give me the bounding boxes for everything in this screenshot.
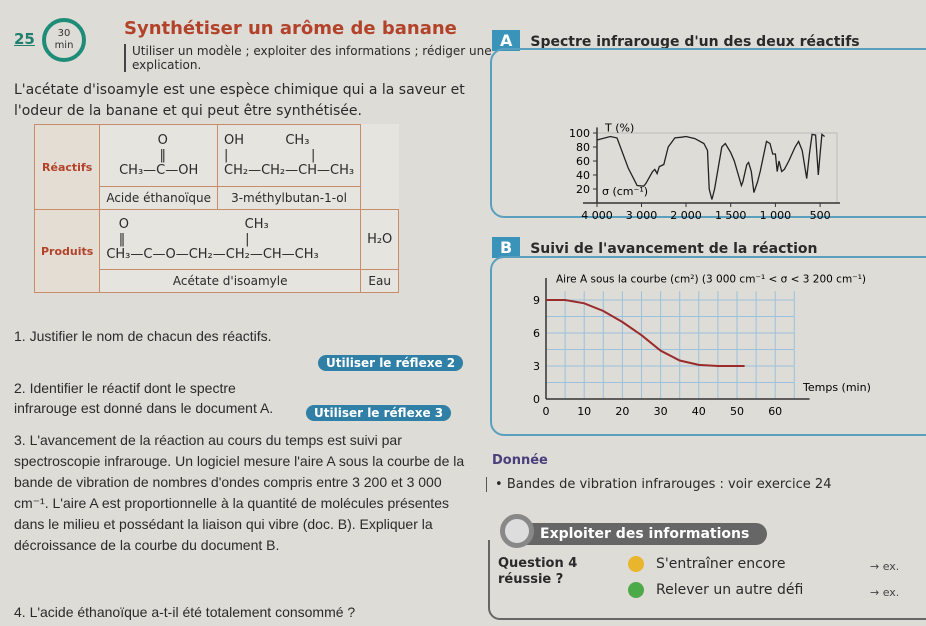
isoamyl-acetate-name: Acétate d'isoamyle [100, 270, 361, 293]
donnee-item: • Bandes de vibration infrarouges : voir exercice 24 [486, 477, 831, 492]
water-name: Eau [361, 270, 399, 293]
timer-badge [42, 18, 86, 62]
x-tick-label: 10 [577, 405, 592, 418]
option-challenge[interactable] [628, 582, 803, 598]
area-vs-time-chart [480, 230, 926, 430]
water-formula: H₂O [361, 210, 399, 270]
y-tick-label: 3 [533, 360, 540, 373]
x-axis-label: σ (cm⁻¹) [602, 185, 649, 198]
y-tick-label: 100 [569, 127, 590, 140]
reflex-2-button[interactable]: Utiliser le réflexe 2 [318, 355, 463, 371]
exercise-number: 25 [14, 30, 35, 48]
y-axis-label: T (%) [605, 121, 635, 135]
x-tick-label: 60 [768, 405, 783, 418]
neutral-face-icon [628, 556, 644, 572]
x-tick-label: 1 000 [759, 209, 792, 220]
x-axis-label: Temps (min) [803, 381, 871, 394]
y-axis-label: Aire A sous la courbe (cm²) (3 000 cm⁻¹ < σ < 3 200 cm⁻¹) [556, 273, 867, 286]
produits-label: Produits [35, 210, 100, 293]
exploit-title: Exploiter des informations [512, 523, 767, 545]
methylbutanol-name: 3-méthylbutan-1-ol [218, 187, 361, 210]
smile-face-icon [628, 582, 644, 598]
donnee-title: Donnée [492, 453, 548, 468]
x-tick-label: 1 500 [714, 209, 747, 220]
exploit-question: Question 4 réussie ? [498, 556, 578, 587]
doc-b-letter: B [492, 237, 520, 258]
reflex-3-button[interactable]: Utiliser le réflexe 3 [306, 405, 451, 421]
y-tick-label: 80 [576, 141, 590, 154]
y-tick-label: 6 [533, 327, 540, 340]
question-2: 2. Identifier le réactif dont le spectre infrarouge est donné dans le document A. [14, 380, 274, 416]
x-tick-label: 500 [809, 209, 831, 220]
methylbutanol-formula: OH CH₃ | | CH₂—CH₂—CH—CH₃ [218, 125, 361, 187]
question-4: 4. L'acide éthanoïque a-t-il été totalement consommé ? [14, 604, 356, 620]
reaction-table [34, 124, 399, 293]
x-tick-label: 20 [615, 405, 630, 418]
time-unit: min [54, 40, 74, 51]
donnee-text: Bandes de vibration infrarouges : voir exercice 24 [506, 477, 832, 492]
question-3: 3. L'avancement de la réaction au cours du temps est suivi par spectroscopie infrarouge. Un logiciel mesure l'aire A sous la courbe de la bande de vibration de nombres d'ondes compris entre 3 200 et 3 000 cm⁻¹. L'aire A est proportionnelle à la quantité de molécules présentes dans le milieu et possédant la liaison qui vibre (doc. B). Expliquer la décroissance de la courbe du document B. [14, 432, 465, 553]
x-tick-label: 50 [730, 405, 744, 418]
isoamyl-acetate-formula: O CH₃ ‖ | CH₃—C—O—CH₂—CH₂—CH—CH₃ [100, 210, 361, 270]
doc-a-letter: A [492, 30, 520, 51]
option-challenge-label: Relever un autre défi [656, 582, 804, 598]
doc-b-title: Suivi de l'avancement de la réaction [530, 241, 818, 257]
y-tick-label: 0 [533, 393, 540, 406]
x-tick-label: 2 000 [670, 209, 702, 220]
option-practice-label: S'entraîner encore [656, 556, 786, 572]
ir-spectrum-chart [480, 20, 926, 220]
y-tick-label: 40 [576, 169, 590, 182]
skills: Utiliser un modèle ; exploiter des informations ; rédiger une explication. [124, 44, 494, 72]
x-tick-label: 30 [653, 405, 668, 418]
exercise-title: Synthétiser un arôme de banane [124, 18, 457, 39]
y-tick-label: 60 [576, 155, 590, 168]
x-tick-label: 40 [691, 405, 706, 418]
magnifier-icon [500, 514, 534, 548]
time-value: 30 [57, 28, 71, 39]
doc-a-title: Spectre infrarouge d'un des deux réactifs [530, 34, 860, 50]
option-practice[interactable] [628, 556, 785, 572]
acetic-acid-name: Acide éthanoïque [100, 187, 218, 210]
x-tick-label: 3 000 [625, 209, 658, 220]
y-tick-label: 20 [576, 183, 590, 196]
intro-text: L'acétate d'isoamyle est une espèce chimique qui a la saveur et l'odeur de la banane et qui peut être synthétisée. [14, 82, 465, 119]
reactifs-label: Réactifs [35, 125, 100, 210]
y-tick-label: 9 [533, 294, 540, 307]
question-1: 1. Justifier le nom de chacun des réactifs. [14, 328, 272, 344]
x-tick-label: 4 000 [581, 209, 613, 220]
exercise-link-2[interactable]: → ex. [870, 586, 900, 599]
x-tick-label: 0 [542, 405, 550, 418]
exercise-link-1[interactable]: → ex. [870, 560, 900, 573]
acetic-acid-formula: O ‖ CH₃—C—OH [100, 125, 218, 187]
